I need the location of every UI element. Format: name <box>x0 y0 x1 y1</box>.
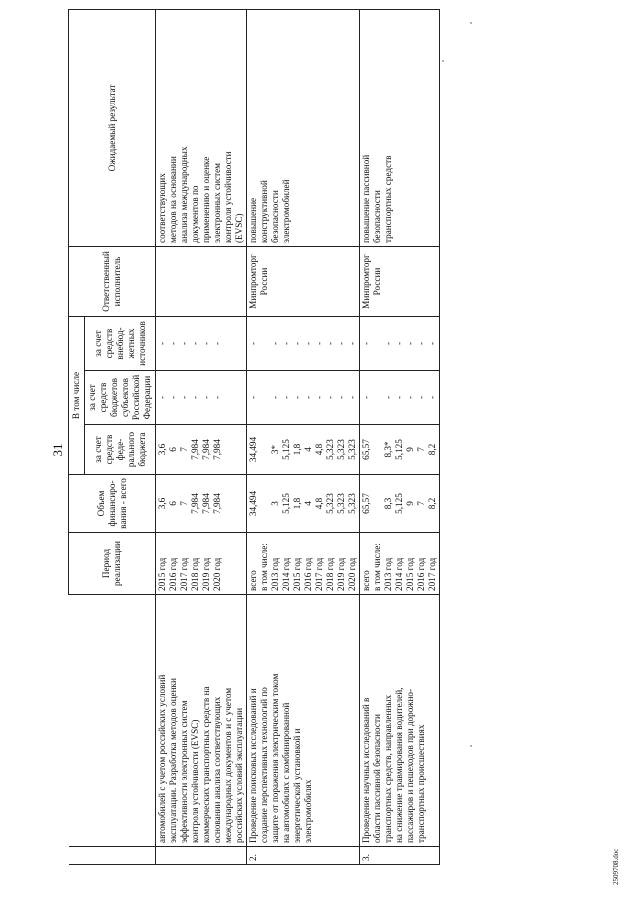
period-value: 2014 год <box>394 557 405 591</box>
description-line: на автомобилях с комбинированной <box>281 702 292 843</box>
period-value: 2016 год <box>303 557 314 591</box>
extra-value <box>259 320 270 367</box>
description-line: автомобилей с учетом российских условий <box>157 674 168 843</box>
description-line: электромобилях <box>303 779 314 843</box>
volume-cell <box>247 475 360 533</box>
extra-cell <box>247 317 360 371</box>
result-line: соответствующих <box>157 173 168 243</box>
period-value: 2019 год <box>336 557 347 591</box>
volume-value: 7,984 <box>201 493 212 514</box>
federal-value: 7 <box>179 447 190 452</box>
description-line: международных документов и с учетом <box>223 687 234 843</box>
extra-value: - <box>168 341 179 346</box>
header-in-total: В том числе <box>69 317 85 475</box>
result-line: повышение пассивной <box>361 154 372 243</box>
description-cell <box>247 595 360 847</box>
description-line: создание перспективных технологий по <box>259 687 270 843</box>
volume-value <box>372 478 383 529</box>
volume-value: 7,984 <box>212 493 223 514</box>
regional-value: - <box>427 395 438 400</box>
volume-value: 7 <box>179 501 190 506</box>
description-line: Проведение научных исследований в <box>361 697 372 843</box>
regional-value <box>259 374 270 421</box>
extra-value: - <box>303 341 314 346</box>
extra-value <box>372 320 383 367</box>
volume-value: 8,2 <box>427 497 438 510</box>
federal-value: 7 <box>416 447 427 452</box>
regional-value: - <box>157 395 168 400</box>
executor-line: Минпромторг <box>248 254 259 309</box>
period-value: 2019 год <box>201 557 212 591</box>
period-cell <box>156 533 247 595</box>
result-line: документов по <box>190 185 201 243</box>
row-number-cell: 2. <box>247 847 360 865</box>
extra-value: - <box>212 341 223 346</box>
extra-value: - <box>270 341 281 346</box>
volume-cell <box>156 475 247 533</box>
period-value: 2013 год <box>383 557 394 591</box>
extra-value: - <box>179 341 190 346</box>
extra-value: - <box>201 341 212 346</box>
regional-value: - <box>212 395 223 400</box>
description-line: эксплуатации. Разработка методов оценки <box>168 678 179 843</box>
period-value: 2015 год <box>292 557 303 591</box>
volume-value: 4 <box>303 501 314 506</box>
executor-line: России <box>372 267 383 296</box>
federal-value: 3,6 <box>157 443 168 456</box>
scan-speck <box>470 22 472 24</box>
header-number-blank <box>69 847 156 865</box>
table-row <box>247 10 360 865</box>
volume-value: 65,57 <box>361 493 372 514</box>
regional-value: - <box>292 395 303 400</box>
federal-value: 5,323 <box>336 439 347 460</box>
regional-value: - <box>201 395 212 400</box>
description-cell <box>156 595 247 847</box>
federal-value: 3* <box>270 444 281 455</box>
result-line: методов на основании <box>168 156 179 243</box>
regional-value: - <box>270 395 281 400</box>
regional-value: - <box>168 395 179 400</box>
federal-value: 4,8 <box>314 443 325 456</box>
regional-value: - <box>314 395 325 400</box>
row-number-cell <box>156 847 247 865</box>
header-extra: за счет средств внебюд-жетных источников <box>85 317 156 371</box>
period-value: 2018 год <box>190 557 201 591</box>
regional-cell <box>360 371 440 425</box>
volume-value: 3 <box>270 501 281 506</box>
federal-cell <box>360 425 440 475</box>
volume-value: 3,6 <box>157 497 168 510</box>
federal-cell <box>247 425 360 475</box>
result-line: транспортных средств <box>383 155 394 243</box>
federal-value: 8,3* <box>383 441 394 458</box>
federal-cell <box>156 425 247 475</box>
executor-cell <box>156 247 247 317</box>
regional-value: - <box>383 395 394 400</box>
scan-speck <box>470 745 472 747</box>
extra-value: - <box>405 341 416 346</box>
description-line: эффективности электронных систем <box>179 700 190 843</box>
extra-cell <box>360 317 440 371</box>
period-cell <box>360 533 440 595</box>
extra-value: - <box>314 341 325 346</box>
period-value: 2020 год <box>347 557 358 591</box>
period-value: 2015 год <box>157 557 168 591</box>
federal-value: 4 <box>303 447 314 452</box>
extra-value: - <box>347 341 358 346</box>
extra-value: - <box>361 341 372 346</box>
period-value: 2016 год <box>168 557 179 591</box>
result-line: электромобилей <box>281 179 292 243</box>
federal-value: 5,125 <box>281 439 292 460</box>
federal-value: 9 <box>405 447 416 452</box>
regional-value: - <box>179 395 190 400</box>
regional-value: - <box>190 395 201 400</box>
period-value: 2014 год <box>281 557 292 591</box>
header-executor: Ответственный исполнитель <box>69 247 156 317</box>
extra-value: - <box>416 341 427 346</box>
federal-value: 65,57 <box>361 439 372 460</box>
period-value: всего <box>361 570 372 591</box>
regional-value <box>372 374 383 421</box>
volume-value: 5,125 <box>394 493 405 514</box>
scan-speck <box>442 60 444 62</box>
regional-value: - <box>347 395 358 400</box>
header-result: Ожидаемый результат <box>69 10 156 247</box>
description-line: на снижение травмирования водителей, <box>394 687 405 843</box>
regional-value: - <box>361 395 372 400</box>
description-line: контроля устойчивости (EVSC) <box>190 719 201 843</box>
description-line: области пассивной безопасности <box>372 714 383 843</box>
header-regional: за счет средств бюджетов субъектов Российской Федерации <box>85 371 156 425</box>
result-line: безопасности <box>372 190 383 243</box>
volume-value: 4,8 <box>314 497 325 510</box>
regional-value: - <box>416 395 427 400</box>
regional-value: - <box>248 395 259 400</box>
description-cell <box>360 595 440 847</box>
period-value: 2017 год <box>179 557 190 591</box>
table-row <box>156 10 247 865</box>
result-line: повышение <box>248 197 259 243</box>
volume-cell <box>360 475 440 533</box>
result-line: применению и оценке <box>201 156 212 243</box>
description-line: пассажиров и пешеходов при дорожно- <box>405 688 416 843</box>
executor-line: Минпромторг <box>361 254 372 309</box>
document-file-tag: 2509708.doc <box>612 848 620 885</box>
result-line: (EVSC) <box>234 213 245 243</box>
extra-value: - <box>383 341 394 346</box>
volume-value: 5,323 <box>336 493 347 514</box>
federal-value <box>259 428 270 471</box>
page-number: 31 <box>50 443 65 457</box>
federal-value: 7,984 <box>201 439 212 460</box>
result-cell <box>247 10 360 247</box>
description-line: коммерческих транспортных средств на <box>201 686 212 843</box>
executor-line: России <box>259 267 270 296</box>
regional-value: - <box>405 395 416 400</box>
description-line: транспортных происшествиях <box>416 724 427 843</box>
program-table <box>68 9 440 865</box>
regional-value: - <box>303 395 314 400</box>
extra-value: - <box>325 341 336 346</box>
federal-value: 5,323 <box>325 439 336 460</box>
period-value: 2018 год <box>325 557 336 591</box>
federal-value: 5,323 <box>347 439 358 460</box>
volume-value: 9 <box>405 501 416 506</box>
volume-value: 7 <box>416 501 427 506</box>
header-federal: за счет средств феде-рального бюджета <box>85 425 156 475</box>
table-header <box>69 10 156 865</box>
result-line: анализа международных <box>179 146 190 243</box>
extra-value: - <box>292 341 303 346</box>
volume-value: 1,8 <box>292 497 303 510</box>
result-cell <box>360 10 440 247</box>
federal-value: 8,2 <box>427 443 438 456</box>
period-value: 2020 год <box>212 557 223 591</box>
description-line: российских условий эксплуатации <box>234 707 245 843</box>
period-value: в том числе: <box>259 543 270 591</box>
executor-cell <box>247 247 360 317</box>
extra-value: - <box>190 341 201 346</box>
period-value: 2015 год <box>405 557 416 591</box>
header-period: Период реализации <box>69 533 156 595</box>
row-number-cell: 3. <box>360 847 440 865</box>
federal-value: 34,494 <box>248 436 259 463</box>
federal-value: 6 <box>168 447 179 452</box>
executor-cell <box>360 247 440 317</box>
extra-value: - <box>248 341 259 346</box>
description-line: транспортных средств, направленных <box>383 694 394 843</box>
volume-value: 7,984 <box>190 493 201 514</box>
extra-value: - <box>336 341 347 346</box>
period-value: 2017 год <box>314 557 325 591</box>
federal-value: 7,984 <box>212 439 223 460</box>
regional-cell <box>156 371 247 425</box>
period-value: 2016 год <box>416 557 427 591</box>
regional-value: - <box>281 395 292 400</box>
volume-value: 6 <box>168 501 179 506</box>
federal-value <box>372 428 383 471</box>
description-line: Проведение поисковых исследований и <box>248 688 259 843</box>
extra-value: - <box>281 341 292 346</box>
result-line: безопасности <box>270 190 281 243</box>
period-value: всего <box>248 570 259 591</box>
table-row <box>360 10 440 865</box>
period-value: 2017 год <box>427 557 438 591</box>
extra-value: - <box>427 341 438 346</box>
description-line: основании анализа соответствующих <box>212 696 223 843</box>
extra-value: - <box>394 341 405 346</box>
description-line: защите от поражения электрическим током <box>270 673 281 843</box>
extra-cell <box>156 317 247 371</box>
description-line: энергетической установкой и <box>292 728 303 843</box>
volume-value: 5,323 <box>325 493 336 514</box>
period-cell <box>247 533 360 595</box>
extra-value: - <box>157 341 168 346</box>
regional-value: - <box>325 395 336 400</box>
result-cell <box>156 10 247 247</box>
header-description-blank <box>69 595 156 847</box>
period-value: 2013 год <box>270 557 281 591</box>
regional-value: - <box>336 395 347 400</box>
volume-value <box>259 478 270 529</box>
federal-value: 1,8 <box>292 443 303 456</box>
federal-value: 5,125 <box>394 439 405 460</box>
period-value: в том числе: <box>372 543 383 591</box>
result-line: электронных систем <box>212 163 223 243</box>
regional-value: - <box>394 395 405 400</box>
volume-value: 8,3 <box>383 497 394 510</box>
volume-value: 34,494 <box>248 490 259 517</box>
result-line: конструктивной <box>259 180 270 243</box>
volume-value: 5,323 <box>347 493 358 514</box>
result-line: контроля устойчивости <box>223 151 234 243</box>
table-body <box>156 10 440 865</box>
header-volume: Объем финансиро-вания - всего <box>69 475 156 533</box>
federal-value: 7,984 <box>190 439 201 460</box>
volume-value: 5,125 <box>281 493 292 514</box>
regional-cell <box>247 371 360 425</box>
